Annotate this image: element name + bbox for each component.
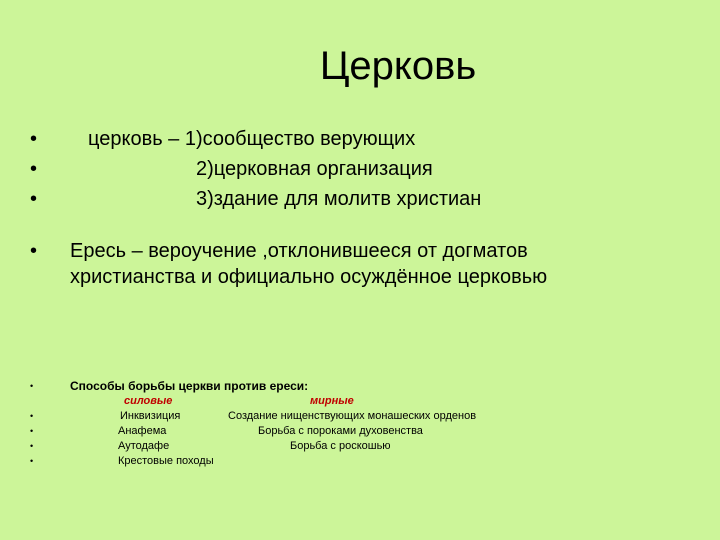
page-title: Церковь <box>319 44 477 88</box>
church-definition-3: 3)здание для молитв христиан <box>196 188 482 210</box>
method-peaceful-1: Создание нищенствующих монашеских орденов <box>228 410 477 422</box>
bullet: • <box>30 426 34 436</box>
bullet: • <box>30 240 38 262</box>
church-definition-1: церковь – 1)сообщество верующих <box>88 128 416 150</box>
method-forceful-3: Аутодафе <box>118 440 170 452</box>
method-peaceful-3: Борьба с роскошью <box>290 440 391 452</box>
heresy-definition-line1: Ересь – вероучение ,отклонившееся от догматов <box>70 240 528 262</box>
bullet: • <box>30 441 34 451</box>
bullet: • <box>30 128 38 150</box>
church-definition-2: 2)церковная организация <box>196 158 433 180</box>
heresy-definition-line2: христианства и официально осуждённое церковью <box>70 266 548 288</box>
bullet: • <box>30 411 34 421</box>
method-forceful-4: Крестовые походы <box>118 455 214 467</box>
bullet: • <box>30 381 34 391</box>
methods-heading: Способы борьбы церкви против ереси: <box>70 379 309 393</box>
bullet: • <box>30 188 38 210</box>
bullet: • <box>30 456 34 466</box>
method-forceful-1: Инквизиция <box>120 410 181 422</box>
method-peaceful-2: Борьба с пороками духовенства <box>258 425 423 437</box>
bullet: • <box>30 158 38 180</box>
column-forceful: силовые <box>124 395 173 407</box>
method-forceful-2: Анафема <box>118 425 167 437</box>
column-peaceful: мирные <box>310 395 354 407</box>
